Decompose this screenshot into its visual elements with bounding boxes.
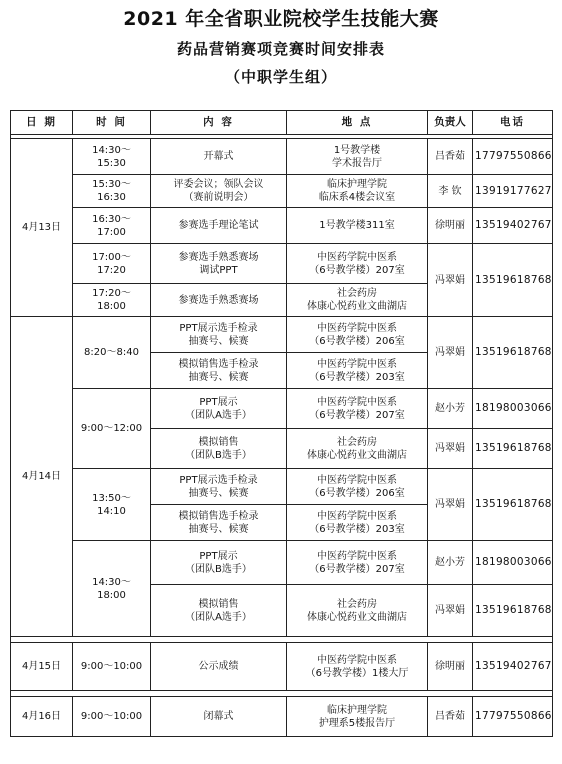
content-cell: 闭幕式	[151, 697, 287, 737]
place-cell: 1号教学楼 学术报告厅	[287, 139, 428, 175]
place-cell: 社会药房 体康心悦药业文曲湖店	[287, 284, 428, 317]
place-cell: 中医药学院中医系 （6号教学楼）207室	[287, 244, 428, 284]
table-row	[11, 317, 553, 353]
table-row	[11, 541, 553, 585]
place-cell: 中医药学院中医系 （6号教学楼）206室	[287, 317, 428, 353]
content-cell: PPT展示选手检录 抽赛号、候赛	[151, 469, 287, 505]
time-cell: 9:00～10:00	[73, 643, 151, 691]
person-cell: 李 钦	[428, 175, 473, 208]
place-cell: 临床护理学院 临床系4楼会议室	[287, 175, 428, 208]
content-cell: 开幕式	[151, 139, 287, 175]
person-cell: 吕香茹	[428, 697, 473, 737]
header-row	[11, 111, 553, 135]
content-cell: 参赛选手理论笔试	[151, 208, 287, 244]
table-row	[11, 208, 553, 244]
page-subtitle: 药品营销赛项竞赛时间安排表	[176, 40, 385, 58]
content-cell: PPT展示 （团队B选手）	[151, 541, 287, 585]
phone-cell: 18198003066	[473, 389, 553, 429]
content-cell: 公示成绩	[151, 643, 287, 691]
phone-cell: 13519402767	[473, 208, 553, 244]
place-cell: 中医药学院中医系 （6号教学楼）207室	[287, 389, 428, 429]
time-cell: 9:00～12:00	[73, 389, 151, 469]
place-cell: 社会药房 体康心悦药业文曲湖店	[287, 429, 428, 469]
content-cell: 模拟销售选手检录 抽赛号、候赛	[151, 505, 287, 541]
header-content: 内 容	[151, 111, 287, 135]
header-time: 时 间	[73, 111, 151, 135]
time-cell: 8:20～8:40	[73, 317, 151, 389]
person-cell: 冯翠娟	[428, 244, 473, 317]
person-cell: 冯翠娟	[428, 429, 473, 469]
phone-cell: 13519618768	[473, 469, 553, 541]
time-cell: 16:30～ 17:00	[73, 208, 151, 244]
person-cell: 冯翠娟	[428, 317, 473, 389]
person-cell: 徐明丽	[428, 643, 473, 691]
table-row	[11, 469, 553, 505]
place-cell: 临床护理学院 护理系5楼报告厅	[287, 697, 428, 737]
table-row	[11, 244, 553, 284]
content-cell: 评委会议；领队会议 （赛前说明会）	[151, 175, 287, 208]
place-cell: 中医药学院中医系 （6号教学楼）203室	[287, 353, 428, 389]
person-cell: 吕香茹	[428, 139, 473, 175]
page-title: 2021 年全省职业院校学生技能大赛	[123, 8, 439, 30]
person-cell: 赵小芳	[428, 389, 473, 429]
content-cell: 模拟销售 （团队A选手）	[151, 585, 287, 637]
header-phone: 电话	[473, 111, 553, 135]
time-cell: 13:50～ 14:10	[73, 469, 151, 541]
place-cell: 社会药房 体康心悦药业文曲湖店	[287, 585, 428, 637]
person-cell: 徐明丽	[428, 208, 473, 244]
header-place: 地 点	[287, 111, 428, 135]
date-cell: 4月14日	[11, 317, 73, 637]
phone-cell: 17797550866	[473, 139, 553, 175]
person-cell: 冯翠娟	[428, 469, 473, 541]
phone-cell: 13519618768	[473, 317, 553, 389]
person-cell: 冯翠娟	[428, 585, 473, 637]
header-person: 负责人	[428, 111, 473, 135]
table-row	[11, 389, 553, 429]
phone-cell: 18198003066	[473, 541, 553, 585]
content-cell: 模拟销售 （团队B选手）	[151, 429, 287, 469]
date-cell: 4月15日	[11, 643, 73, 691]
table-row	[11, 643, 553, 691]
date-cell: 4月16日	[11, 697, 73, 737]
time-cell: 15:30～ 16:30	[73, 175, 151, 208]
place-cell: 1号教学楼311室	[287, 208, 428, 244]
time-cell: 17:20～ 18:00	[73, 284, 151, 317]
person-cell: 赵小芳	[428, 541, 473, 585]
time-cell: 14:30～ 18:00	[73, 541, 151, 637]
content-cell: 模拟销售选手检录 抽赛号、候赛	[151, 353, 287, 389]
table-row	[11, 139, 553, 175]
time-cell: 14:30～ 15:30	[73, 139, 151, 175]
phone-cell: 13519618768	[473, 585, 553, 637]
group-label: （中职学生组）	[224, 68, 337, 86]
place-cell: 中医药学院中医系 （6号教学楼）207室	[287, 541, 428, 585]
place-cell: 中医药学院中医系 （6号教学楼）203室	[287, 505, 428, 541]
content-cell: PPT展示选手检录 抽赛号、候赛	[151, 317, 287, 353]
place-cell: 中医药学院中医系 （6号教学楼）1楼大厅	[287, 643, 428, 691]
time-cell: 9:00～10:00	[73, 697, 151, 737]
header-date: 日 期	[11, 111, 73, 135]
time-cell: 17:00～ 17:20	[73, 244, 151, 284]
schedule-table	[10, 110, 553, 737]
phone-cell: 13519618768	[473, 429, 553, 469]
date-cell: 4月13日	[11, 139, 73, 317]
place-cell: 中医药学院中医系 （6号教学楼）206室	[287, 469, 428, 505]
content-cell: 参赛选手熟悉赛场 调试PPT	[151, 244, 287, 284]
phone-cell: 13519618768	[473, 244, 553, 317]
phone-cell: 13919177627	[473, 175, 553, 208]
phone-cell: 13519402767	[473, 643, 553, 691]
phone-cell: 17797550866	[473, 697, 553, 737]
content-cell: 参赛选手熟悉赛场	[151, 284, 287, 317]
table-row	[11, 175, 553, 208]
table-row	[11, 697, 553, 737]
content-cell: PPT展示 （团队A选手）	[151, 389, 287, 429]
